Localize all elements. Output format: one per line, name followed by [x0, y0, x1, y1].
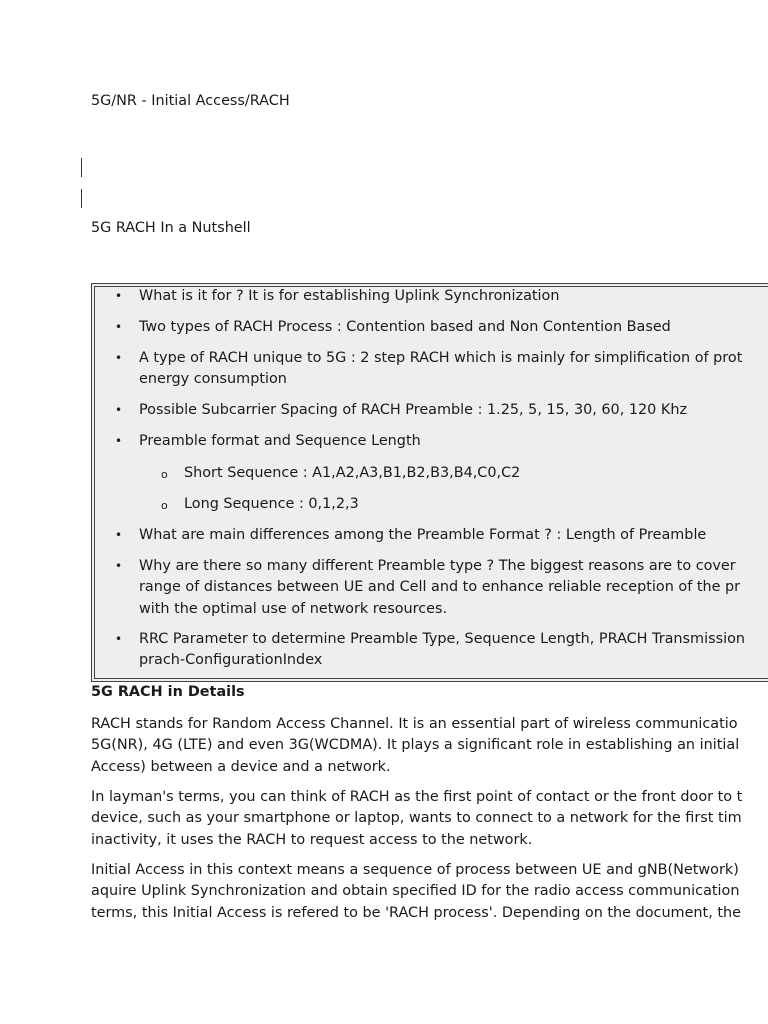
- list-item-text: [139, 317, 671, 338]
- text-cursor-mark: [81, 189, 82, 208]
- list-item-text: [184, 494, 359, 515]
- bullet-glyph: •: [115, 351, 123, 365]
- text-line: Why are there so many different Preamble type ? The biggest reasons are to cover: [139, 558, 736, 574]
- list-item-text: [139, 286, 559, 307]
- bullet-glyph: •: [115, 403, 123, 417]
- body-paragraph: [91, 860, 741, 924]
- text-line: A type of RACH unique to 5G : 2 step RACH which is mainly for simplification of prot: [139, 350, 743, 366]
- text-line: RRC Parameter to determine Preamble Type, Sequence Length, PRACH Transmission: [139, 631, 745, 647]
- bullet-glyph: •: [115, 320, 123, 334]
- bullet-glyph: •: [115, 528, 123, 542]
- text-line: range of distances between UE and Cell and to enhance reliable reception of the pr: [139, 579, 741, 596]
- bullet-glyph: •: [115, 559, 123, 573]
- text-line: Two types of RACH Process : Contention based and Non Contention Based: [139, 319, 671, 335]
- sub-list-item: [92, 463, 768, 484]
- text-line: aquire Uplink Synchronization and obtain specified ID for the radio access communication: [91, 883, 740, 900]
- list-item: [92, 348, 768, 391]
- sub-list-item: [92, 494, 768, 515]
- text-line: prach-ConfigurationIndex: [139, 652, 323, 669]
- sub-bullet-glyph: o: [161, 468, 168, 481]
- body-paragraph: [91, 714, 739, 778]
- list-item-text: [139, 629, 745, 672]
- text-line: Initial Access in this context means a sequence of process between UE and gNB(Network): [91, 862, 739, 878]
- nutshell-heading: 5G RACH In a Nutshell: [91, 220, 251, 236]
- text-line: Short Sequence : A1,A2,A3,B1,B2,B3,B4,C0,C2: [184, 465, 521, 481]
- list-item: [92, 400, 768, 421]
- text-line: Possible Subcarrier Spacing of RACH Preamble : 1.25, 5, 15, 30, 60, 120 Khz: [139, 402, 688, 418]
- bullet-glyph: •: [115, 632, 123, 646]
- details-heading: 5G RACH in Details: [91, 684, 245, 700]
- list-item: [92, 525, 768, 546]
- list-item-text: [139, 525, 706, 546]
- text-line: energy consumption: [139, 371, 287, 388]
- text-cursor-mark: [81, 158, 82, 177]
- text-line: What is it for ? It is for establishing Uplink Synchronization: [139, 288, 560, 304]
- text-line: 5G(NR), 4G (LTE) and even 3G(WCDMA). It plays a significant role in establishing an initial: [91, 737, 740, 754]
- list-item-text: [139, 348, 742, 391]
- text-line: device, such as your smartphone or laptop, wants to connect to a network for the first tim: [91, 810, 742, 827]
- body-paragraph: [91, 787, 742, 851]
- bullet-glyph: •: [115, 289, 123, 303]
- list-item-text: [139, 400, 687, 421]
- nutshell-summary-box: [91, 283, 768, 682]
- list-item: [92, 556, 768, 620]
- text-line: inactivity, it uses the RACH to request access to the network.: [91, 831, 533, 848]
- text-line: In layman's terms, you can think of RACH as the first point of contact or the front door to t: [91, 789, 743, 805]
- text-line: with the optimal use of network resources.: [139, 600, 448, 617]
- text-line: What are main differences among the Preamble Format ? : Length of Preamble: [139, 527, 707, 543]
- text-line: Long Sequence : 0,1,2,3: [184, 496, 359, 512]
- text-line: RACH stands for Random Access Channel. It is an essential part of wireless communicatio: [91, 716, 738, 732]
- list-item-text: [139, 556, 740, 620]
- list-item: [92, 629, 768, 672]
- list-item: [92, 286, 768, 307]
- bullet-glyph: •: [115, 434, 123, 448]
- page-title: 5G/NR - Initial Access/RACH: [91, 93, 290, 109]
- list-item: [92, 317, 768, 338]
- sub-bullet-glyph: o: [161, 499, 168, 512]
- list-item: [92, 431, 768, 452]
- list-item-text: [139, 431, 421, 452]
- text-line: terms, this Initial Access is refered to be 'RACH process'. Depending on the document, the: [91, 904, 741, 921]
- list-item-text: [184, 463, 520, 484]
- text-line: Preamble format and Sequence Length: [139, 433, 421, 449]
- text-line: Access) between a device and a network.: [91, 758, 391, 775]
